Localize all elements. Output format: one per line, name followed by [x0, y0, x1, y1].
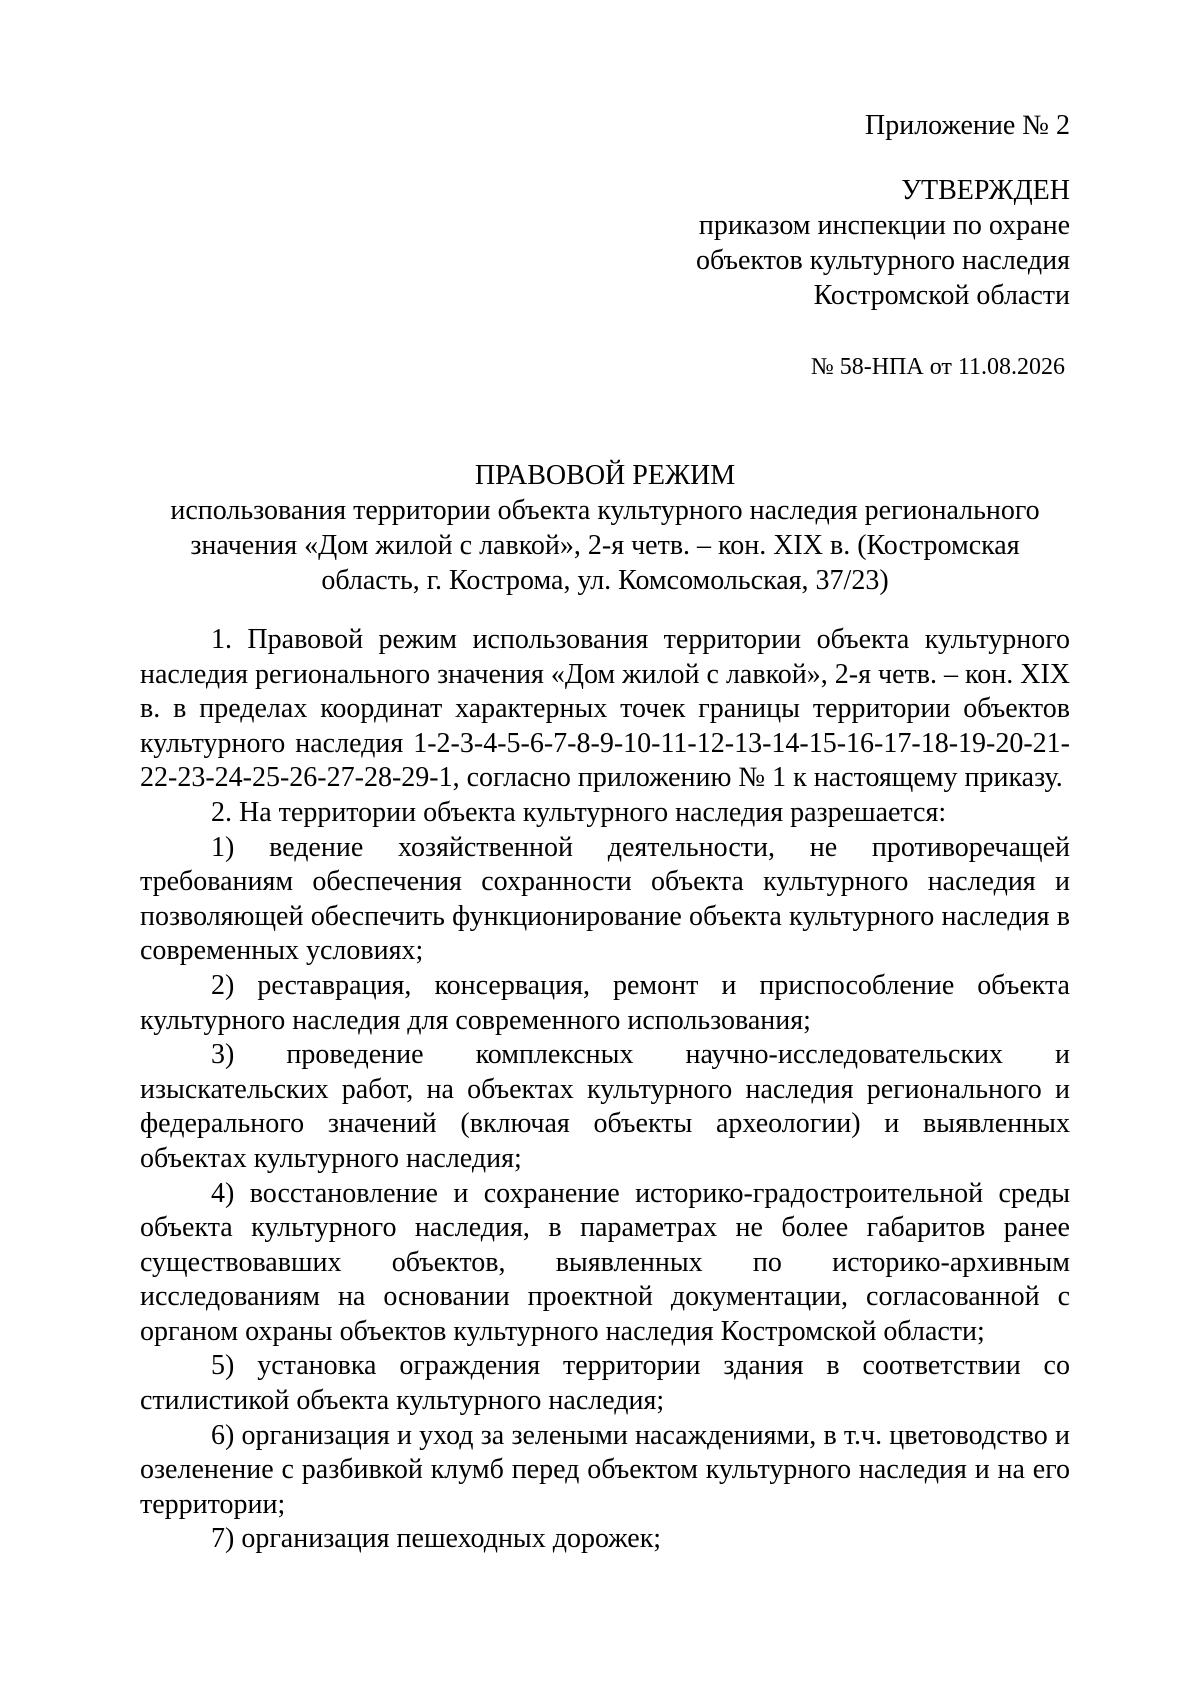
- list-item-5: 5) установка ограждения территории здания в соответствии со стилистикой объекта культурного наследия;: [140, 1350, 1070, 1417]
- title-subtitle-line: использования территории объекта культурного наследия регионального: [170, 495, 1040, 526]
- title-subtitle-line: значения «Дом жилой с лавкой», 2-я четв. – кон. XIX в. (Костромская: [190, 530, 1020, 561]
- appendix-label: Приложение № 2: [865, 110, 1070, 141]
- list-item-2: 2) реставрация, консервация, ремонт и приспособление объекта культурного наследия для современного использования;: [140, 969, 1070, 1036]
- approved-stamp-text: УТВЕРЖДЕН: [901, 175, 1070, 206]
- issuer-line: приказом инспекции по охране: [698, 210, 1070, 241]
- list-item-6: 6) организация и уход за зелеными насаждениями, в т.ч. цветоводство и озеленение с разбивкой клумб перед объектом культурного наследия и на его территории;: [140, 1419, 1070, 1520]
- list-item-4: 4) восстановление и сохранение историко-градостроительной среды объекта культурного наследия, в параметрах не более габаритов ранее существовавших объектов, выявленных по историко-архивным исследованиям на основании проектной документации, согласованной с органом охраны объектов культурного наследия Костромской области;: [140, 1177, 1070, 1347]
- list-item-1: 1) ведение хозяйственной деятельности, не противоречащей требованиям обеспечения сохранности объекта культурного наследия и позволяющей обеспечить функционирование объекта культурного наследия в современных условиях;: [140, 831, 1070, 967]
- document-body: [140, 623, 1070, 1557]
- issuer-line: объектов культурного наследия: [695, 245, 1070, 276]
- document-title: [140, 458, 1070, 598]
- title-heading: ПРАВОВОЙ РЕЖИМ: [474, 460, 736, 491]
- paragraph-clause-1: 1. Правовой режим использования территории объекта культурного наследия регионального значения «Дом жилой с лавкой», 2-я четв. – кон. XIX в. в пределах координат характерных точек границы территории объектов культурного наследия 1-2-3-4-5-6-7-8-9-10-11-12-13-14-15-16-17-18-19-20-21-22-23-24-25-26-27-28-29-1, согласно приложению № 1 к настоящему приказу.: [140, 624, 1070, 794]
- issuer-line: Костромской области: [813, 280, 1070, 311]
- title-subtitle-line: область, г. Кострома, ул. Комсомольская, 37/23): [321, 565, 889, 596]
- paragraph-clause-2: 2. На территории объекта культурного наследия разрешается:: [211, 796, 947, 828]
- approval-block: [696, 108, 1070, 385]
- list-item-7: 7) организация пешеходных дорожек;: [211, 1523, 662, 1555]
- list-item-3: 3) проведение комплексных научно-исследовательских и изыскательских работ, на объектах культурного наследия регионального и федерального значений (включая объекты археологии) и выявленных объектах культурного наследия;: [140, 1039, 1070, 1174]
- order-number: № 58-НПА от 11.08.2026: [810, 354, 1065, 380]
